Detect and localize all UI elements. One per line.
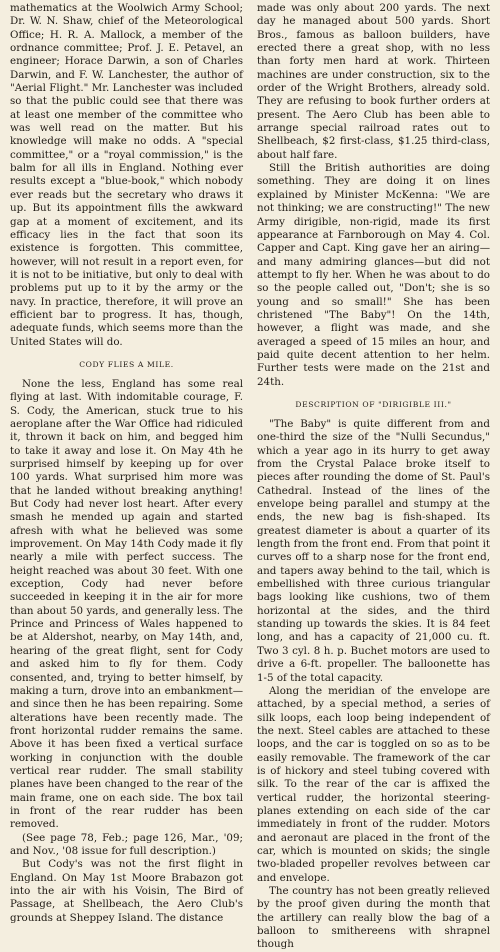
paragraph: mathematics at the Woolwich Army School; Dr. W. N. Shaw, chief of the Meteorological Office; H. R. A. Mallock, a member of the ordnance committee; Prof. J. E. Petavel, an engineer; Horace Darwin, a son of Charles Darwin, and F. W. Lanchester, the author of "Aerial Flight." Mr. Lanchester was included so that the public could see that there was at least one member of the committee who was well read on the matter. But his knowledge will make no odds. A "special committee," or a "royal commission," is the balm for all ills in England. Nothing ever results except a "blue-book," which nobody ever reads but the secretary who draws it up. But its appointment fills the awkward gap at a moment of excitement, and its efficacy lies in the fact that soon its existence is forgotten. This committee, however, will not result in a report even, for it is not to be initiative, but only to deal with problems put up to it by the army or the navy. In practice, therefore, it will prove an efficient bar to progress. It has, though, adequate funds, which seems more than the United States will do. (10, 2, 243, 348)
right-column (257, 2, 490, 951)
paragraph: "The Baby" is quite different from and one-third the size of the "Nulli Secundus," which a year ago in its hurry to get away from the Crystal Palace broke itself to pieces after rounding the dome of St. Paul's Cathedral. Instead of the lines of the envelope being parallel and stumpy at the ends, the new bag is fish-shaped. Its greatest diameter is about a quarter of its length from the front end. From that point it curves off to a sharp nose for the front end, and tapers away behind to the tail, which is embellished with three curious triangular bags looking like cushions, two of them horizontal at the sides, and the third standing up towards the skies. It is 84 feet long, and has a capacity of 21,000 cu. ft. Two 3 cyl. 8 h. p. Buchet motors are used to drive a 6-ft. propeller. The balloonette has 1-5 of the total capacity. (257, 417, 490, 684)
left-column (10, 2, 243, 924)
paragraph: Still the British authorities are doing something. They are doing it on lines explained by Minister McKenna: "We are not thinking; we are constructing!" The new Army dirigible, non-rigid, made its first appearance at Farnborough on May 4. Col. Capper and Capt. King gave her an airing—and many admiring glances—but did not attempt to fly her. When he was about to do so the people called out, "Don't; she is so young and so small!" She has been christened "The Baby"! On the 14th, however, a flight was made, and she averaged a speed of 15 miles an hour, and paid quite decent attention to her helm. Further tests were made on the 21st and 24th. (257, 162, 490, 388)
paragraph: But Cody's was not the first flight in England. On May 1st Moore Brabazon got into the air with his Voisin, The Bird of Passage, at Shellbeach, the Aero Club's grounds at Sheppey Island. The distance (10, 858, 243, 924)
paragraph: (See page 78, Feb.; page 126, Mar., '09; and Nov., '08 issue for full description.) (10, 831, 243, 857)
paragraph: Along the meridian of the envelope are attached, by a special method, a series of silk loops, each loop being independent of the next. Steel cables are attached to these loops, and the car is toggled on so as to be easily removable. The framework of the car is of hickory and steel tubing covered with silk. To the rear of the car is affixed the vertical rudder, the horizontal steering-planes extending on each side of the car immediately in front of the rudder. Motors and aeronaut are placed in the front of the car, which is mounted on skids; the single two-bladed propeller revolves between car and envelope. (257, 684, 490, 884)
paragraph: None the less, England has some real flying at last. With indomitable courage, F. S. Cody, the American, stuck true to his aeroplane after the War Office had ridiculed it, thrown it back on him, and begged him to take it away and lose it. On May 4th he surprised himself by keeping up for over 100 yards. What surprised him more was that he landed without breaking anything! But Cody had never lost heart. After every smash he mended up again and started afresh with what he believed was some improvement. On May 14th Cody made it fly nearly a mile with perfect success. The height reached was about 30 feet. With one exception, Cody had never before succeeded in keeping it in the air for more than about 50 yards, and generally less. The Prince and Princess of Wales happened to be at Aldershot, nearby, on May 14th, and, hearing of the great flight, sent for Cody and asked him to fly for them. Cody consented, and, trying to better himself, by making a turn, drove into an embankment—and since then he has been repairing. Some alterations have been recently made. The front horizontal rudder remains the same. Above it has been fixed a vertical surface working in conjunction with the double vertical rear rudder. The small stability planes have been changed to the rear of the main frame, one on each side. The box tail in front of the rear rudder has been removed. (10, 377, 243, 831)
paragraph: made was only about 200 yards. The next day he managed about 500 yards. Short Bros., famous as balloon builders, have erected there a great shop, with no less than forty men hard at work. Thirteen machines are under construction, six to the order of the Wright Brothers, already sold. They are refusing to book further orders at present. The Aero Club has been able to arrange special railroad rates out to Shellbeach, $2 first-class, $1.25 third-class, about half fare. (257, 2, 490, 161)
section-heading-description-dirigible: DESCRIPTION OF "DIRIGIBLE III." (295, 399, 452, 409)
paragraph: The country has not been greatly relieved by the proof given during the month that the artillery can really blow the bag of a balloon to smithereens with shrapnel though (257, 885, 490, 951)
section-heading-cody-flies-a-mile: CODY FLIES A MILE. (79, 359, 174, 369)
